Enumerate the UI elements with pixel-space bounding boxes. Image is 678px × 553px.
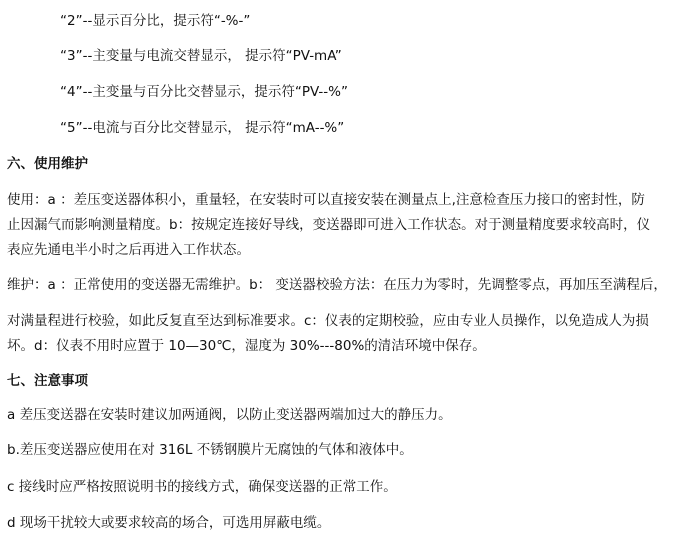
maintenance-paragraph-line-2: 对满量程进行校验，如此反复直至达到标准要求。c：仪表的定期校验，应由专业人员操作，以免造成人为损: [7, 313, 649, 329]
section-7-heading: 七、注意事项: [7, 373, 88, 389]
precaution-item-c: c 接线时应严格按照说明书的接线方式，确保变送器的正常工作。: [7, 479, 397, 495]
maintenance-paragraph-line-3: 坏。d：仪表不用时应置于 10—30℃，湿度为 30%---80%的清洁环境中保存。: [7, 338, 486, 354]
precaution-item-d: d 现场干扰较大或要求较高的场合，可选用屏蔽电缆。: [7, 515, 331, 531]
usage-paragraph-line-1: 使用：a ：差压变送器体积小，重量轻，在安装时可以直接安装在测量点上,注意检查压力接口的密封性，防: [7, 192, 645, 208]
maintenance-paragraph-line-1: 维护：a ：正常使用的变送器无需维护。b： 变送器校验方法：在压力为零时，先调整零点，再加压至满程后，: [7, 277, 667, 293]
section-6-heading: 六、使用维护: [7, 156, 88, 172]
display-mode-5: “5”--电流与百分比交替显示， 提示符“mA--%”: [60, 120, 345, 136]
display-mode-3: “3”--主变量与电流交替显示， 提示符“PV-mA”: [60, 48, 342, 64]
precaution-item-b: b.差压变送器应使用在对 316L 不锈钢膜片无腐蚀的气体和液体中。: [7, 442, 413, 458]
precaution-item-a: a 差压变送器在安装时建议加两通阀，以防止变送器两端加过大的静压力。: [7, 407, 452, 423]
usage-paragraph-line-3: 表应先通电半小时之后再进入工作状态。: [7, 242, 250, 258]
display-mode-2: “2”--显示百分比，提示符“-%-”: [60, 13, 251, 29]
usage-paragraph-line-2: 止因漏气而影响测量精度。b：按规定连接好导线，变送器即可进入工作状态。对于测量精度要求较高时，仪: [7, 217, 651, 233]
display-mode-4: “4”--主变量与百分比交替显示，提示符“PV--%”: [60, 84, 348, 100]
